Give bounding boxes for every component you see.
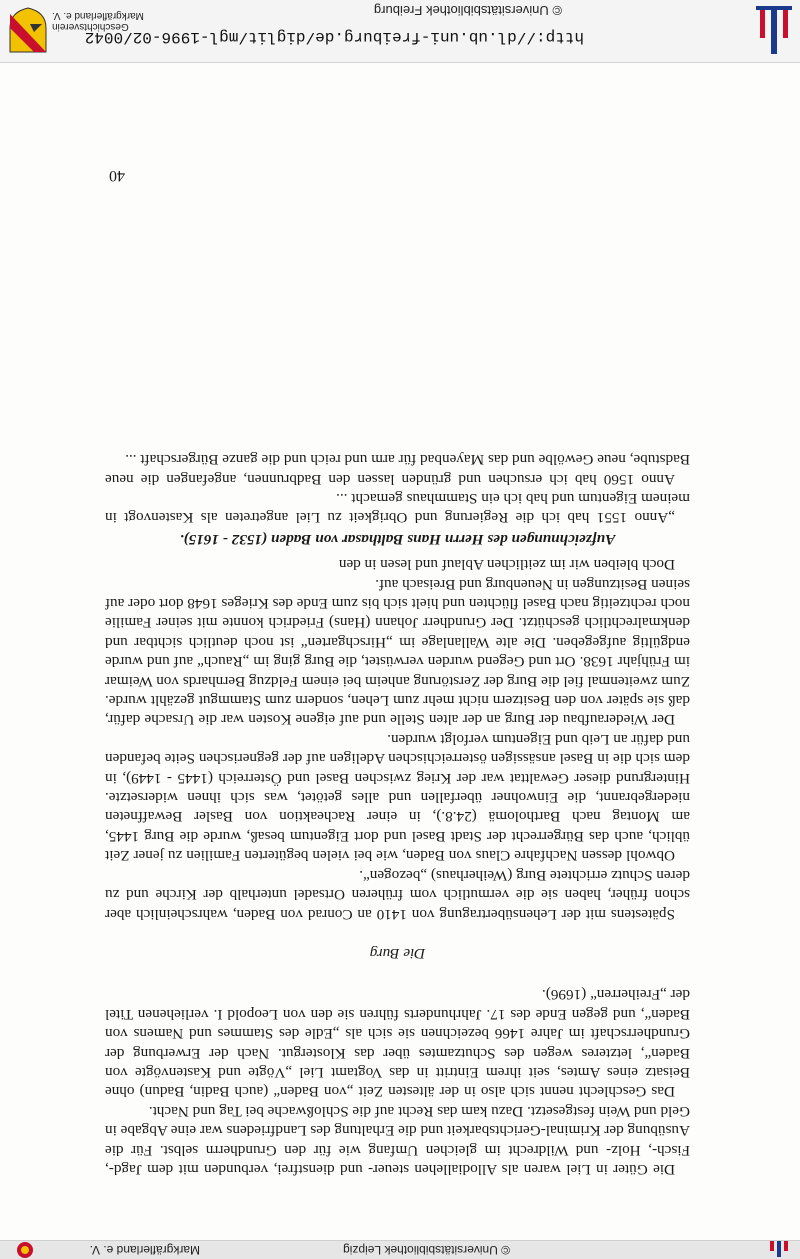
header-copyright: © Universitätsbibliothek Leipzig — [343, 1243, 510, 1257]
ub-logo-icon — [766, 1241, 792, 1257]
paragraph: Obwohl dessen Nachfahre Claus von Baden, wie bei vielen begüterten Familien zu jener Zeit üblich, auch das Bürgerrecht der Stadt Basel und dort Eigentum besaß, wurde die Burg 1445, am Montag nach Bartholomä (24.8.), in einer Racheaktion von Basler Bewaffneten niedergebrannt, die Einwohner überfallen und alles getötet, was sich ihnen widersetzte. Hintergrund dieser Gewalttat war der Krieg zwischen Basel und Österreich (1445 - 1449), in dem sich die in Basel ansässigen österreichischen Adeligen auf der gegnerischen Seite befanden und dafür an Leib und Eigentum verfolgt wurden. — [105, 730, 690, 865]
section-heading: Aufzeichnungen des Herrn Hans Balthasar von Baden (1532 - 1615). — [179, 530, 616, 548]
crest-icon — [8, 6, 48, 54]
footer-bar — [0, 0, 800, 63]
paragraph: Die Güter in Liel waren als Allodiallehen steuer- und dienstfrei, verbunden mit dem Jagd-, Fisch-, Holz- und Wildrecht im gleichen Umfang wie für den Grundherrn selbst. Für die Ausübung der Kriminal-Gerichtsbarkeit und die Erhaltung des Landfriedens war eine Abgabe in Geld und Wein festgesetzt. Dazu kam das Recht auf die Schloßwache bei Tag und Nacht. — [105, 1102, 690, 1178]
society-name — [52, 10, 160, 32]
paragraph: „Anno 1551 hab ich die Regierung und Obrigkeit zu Liel angetreten als Kastenvogt in meinem Eigentum und hab ich ein Stammhaus gemacht ... — [105, 490, 690, 527]
society-line-1: Geschichtsverein — [52, 21, 129, 32]
society-line-2: Markgräflerland e. V. — [52, 10, 144, 21]
text-body — [105, 450, 690, 1179]
paragraph: Doch bleiben wir im zeitlichen Ablauf und lesen in den — [338, 556, 675, 574]
paragraph: Spätestens mit der Lehensübertragung von 1410 an Conrad von Baden, wahrscheinlich aber schon früher, haben sie die vermutlich vom früheren Ortsadel unterhalb der Kirche und zu deren Schutz errichtete Burg (Weiherhaus) „bezogen“. — [105, 866, 690, 923]
ub-logo-icon — [754, 2, 794, 58]
page-number: 40 — [109, 167, 125, 184]
paragraph: Anno 1560 hab ich ersuchen und gründen lassen den Badbrunnen, angefangen die neue Badstube, neue Gewölbe und das Mayenbad für arm und reich und die ganze Bürgerschaft ... — [105, 451, 690, 488]
header-society: Markgräflerland e. V. — [89, 1243, 200, 1257]
header-bar — [0, 1240, 800, 1259]
paragraph: Der Wiederaufbau der Burg an der alten Stelle und auf eigene Kosten war die Ursache dafür, daß sie später von den Besitzern nicht mehr zum Lehen, sondern zum Stammgut gezählt wurde. Zum zweitenmal fiel die Burg der Zerstörung anheim bei einem Feldzug Bernhards von Weimar im Frühjahr 1638. Ort und Gegend wurden verwüstet, die Burg ging im „Rauch“ auf und wurde endgültig aufgegeben. Die alte Wallanlage im „Hirschgarten“ ist noch deutlich sichtbar und denkmalrechtlich geschützt. Der Grundherr Johann (Hans) Friedrich konnte mit seiner Familie noch rechtzeitig nach Basel flüchten und hielt sich bis zum Ende des Krieges 1648 dort oder auf seinen Besitzungen in Neuenburg und Breisach auf. — [105, 575, 690, 729]
paragraph: Das Geschlecht nennt sich also in der ältesten Zeit „von Baden“ (auch Badin, Badun) ohne Beisatz eines Amtes, seit ihrem Eintritt in das Vogtamt Liel „Vögte und Kastenvögte von Baden“, letzteres wegen des Schutzamtes über das Klostergut. Nach der Erwerbung der Grundherrschaft im Jahre 1466 bezeichnen sie sich als „Edle des Stammes und Namens von Baden“, und gegen Ende des 17. Jahrhunderts führen sie den von Leopold I. verliehenen Titel der „Freiherren“ (1696). — [105, 986, 690, 1101]
footer-copyright: © Universitätsbibliothek Freiburg — [373, 3, 562, 18]
crest-icon — [10, 1241, 40, 1259]
document-url: http://dl.ub.uni-freiburg.de/diglit/mgl-1996-02/0042 — [84, 28, 584, 46]
section-heading: Die Burg — [369, 944, 426, 962]
